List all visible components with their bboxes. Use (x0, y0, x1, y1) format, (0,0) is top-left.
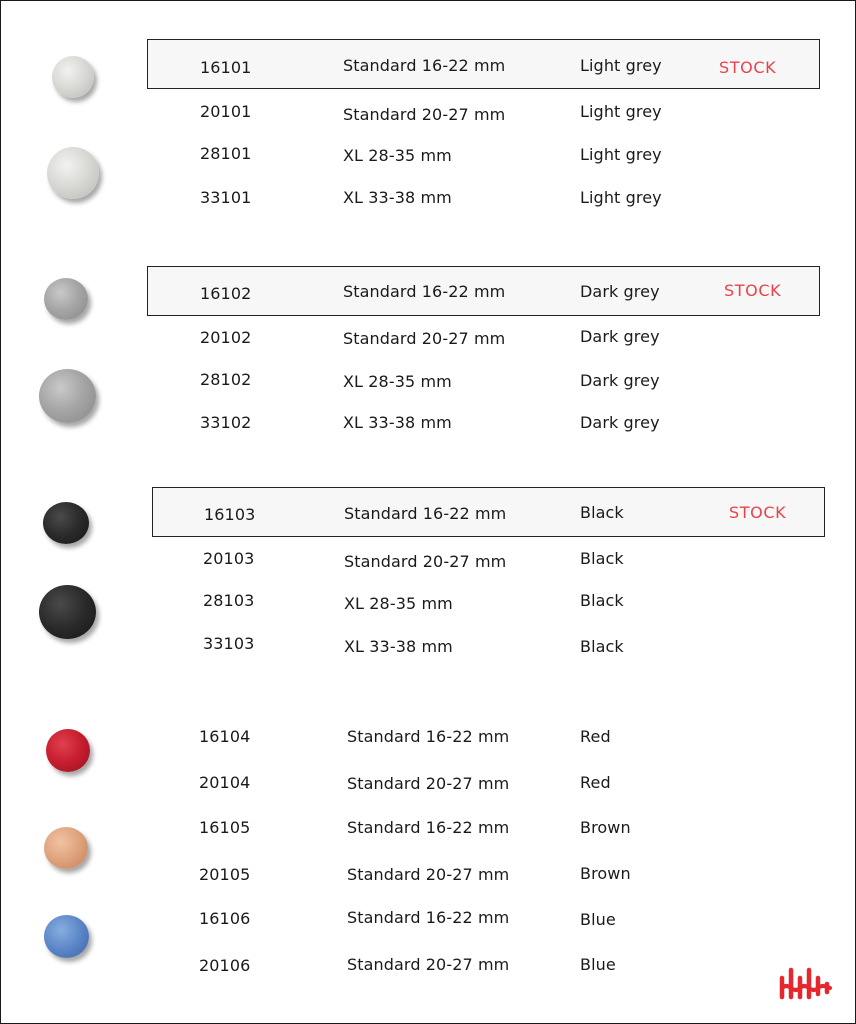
product-size: XL 33-38 mm (344, 637, 453, 656)
light-grey-felt-ball-small (52, 56, 94, 98)
product-size: Standard 16-22 mm (347, 908, 510, 927)
stock-label: STOCK (729, 503, 787, 522)
product-code: 20104 (199, 773, 251, 792)
product-size: Standard 20-27 mm (347, 865, 510, 884)
product-code: 16105 (199, 818, 251, 837)
red-felt-ball (46, 729, 90, 772)
product-code: 16103 (204, 505, 256, 524)
black-felt-ball-small (43, 502, 89, 544)
product-code: 33103 (203, 634, 255, 653)
product-code: 20102 (200, 328, 252, 347)
product-size: Standard 16-22 mm (343, 282, 506, 301)
product-size: XL 28-35 mm (343, 146, 452, 165)
black-felt-ball-large (39, 585, 96, 639)
product-color: Light grey (580, 56, 662, 75)
product-color: Dark grey (580, 371, 660, 390)
product-code: 16102 (200, 284, 252, 303)
brand-logo-icon (778, 964, 834, 1002)
product-color: Black (580, 591, 624, 610)
product-code: 20106 (199, 956, 251, 975)
product-size: XL 33-38 mm (343, 413, 452, 432)
product-code: 33102 (200, 413, 252, 432)
product-color: Blue (580, 910, 616, 929)
product-color: Dark grey (580, 413, 660, 432)
product-size: Standard 20-27 mm (344, 552, 507, 571)
light-grey-felt-ball-large (47, 147, 99, 199)
product-color: Blue (580, 955, 616, 974)
product-size: XL 28-35 mm (343, 372, 452, 391)
product-code: 16101 (200, 58, 252, 77)
product-size: Standard 16-22 mm (347, 727, 510, 746)
brown-felt-ball (44, 827, 88, 869)
product-code: 33101 (200, 188, 252, 207)
product-color: Black (580, 503, 624, 522)
product-size: XL 33-38 mm (343, 188, 452, 207)
product-size: Standard 20-27 mm (347, 955, 510, 974)
product-color: Brown (580, 864, 631, 883)
product-size: Standard 16-22 mm (344, 504, 507, 523)
product-color: Dark grey (580, 282, 660, 301)
product-color: Light grey (580, 102, 662, 121)
product-size: Standard 20-27 mm (347, 774, 510, 793)
product-size: Standard 16-22 mm (347, 818, 510, 837)
stock-label: STOCK (719, 58, 777, 77)
product-size: XL 28-35 mm (344, 594, 453, 613)
product-color: Dark grey (580, 327, 660, 346)
product-code: 20103 (203, 549, 255, 568)
stock-label: STOCK (724, 281, 782, 300)
product-color: Black (580, 637, 624, 656)
product-size: Standard 20-27 mm (343, 105, 506, 124)
product-code: 16104 (199, 727, 251, 746)
product-size: Standard 16-22 mm (343, 56, 506, 75)
dark-grey-felt-ball-small (44, 278, 88, 320)
product-color: Red (580, 773, 611, 792)
product-code: 28103 (203, 591, 255, 610)
product-color: Light grey (580, 188, 662, 207)
product-color: Red (580, 727, 611, 746)
product-color: Black (580, 549, 624, 568)
blue-felt-ball (44, 915, 89, 958)
product-code: 20101 (200, 102, 252, 121)
product-code: 16106 (199, 909, 251, 928)
product-code: 28101 (200, 144, 252, 163)
product-color: Brown (580, 818, 631, 837)
product-size: Standard 20-27 mm (343, 329, 506, 348)
product-code: 20105 (199, 865, 251, 884)
product-color: Light grey (580, 145, 662, 164)
dark-grey-felt-ball-large (39, 369, 96, 423)
product-code: 28102 (200, 370, 252, 389)
